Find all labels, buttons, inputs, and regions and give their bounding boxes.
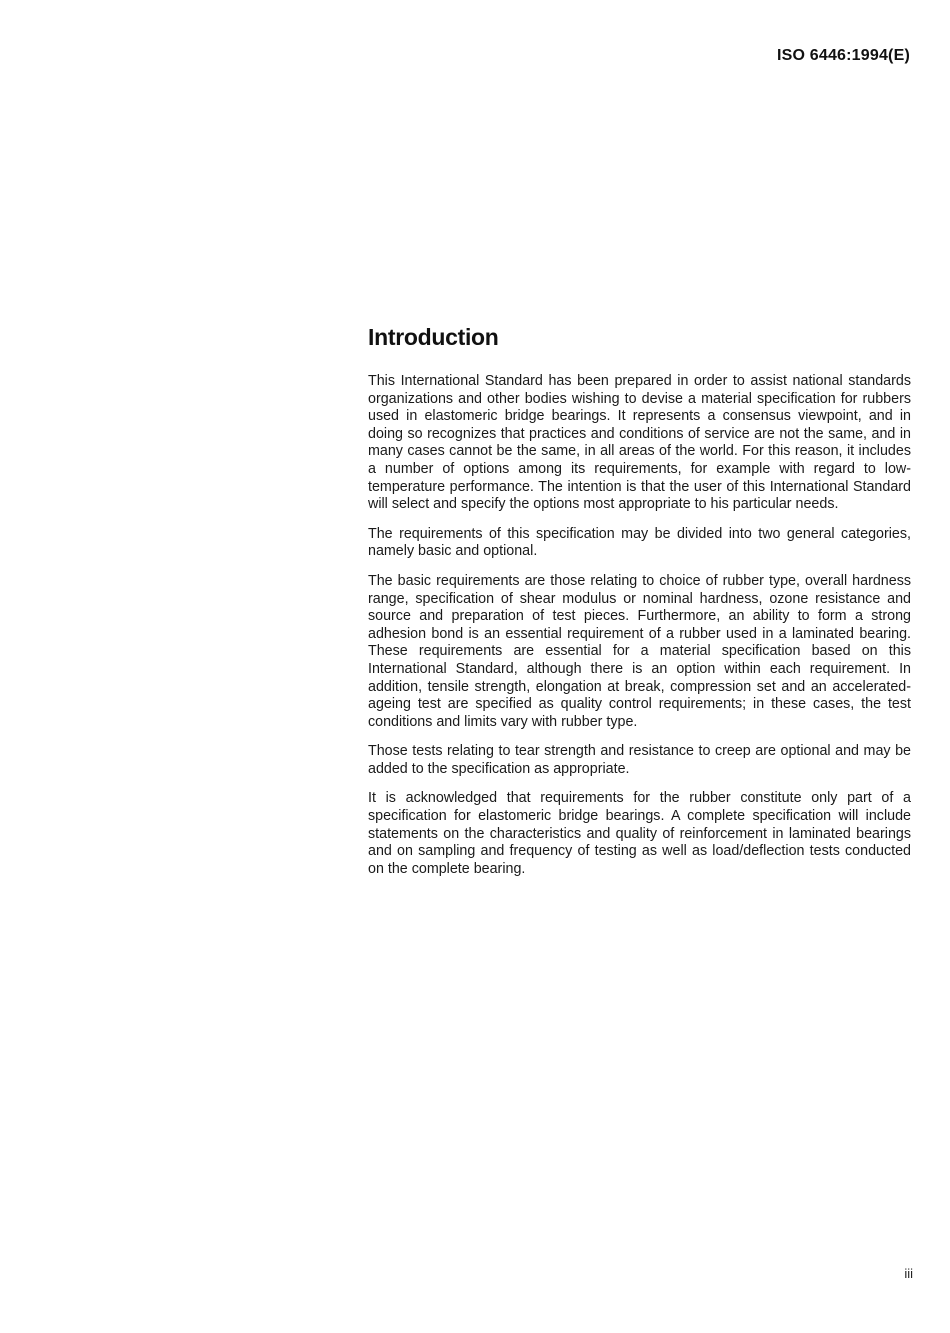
- section-title: Introduction: [368, 324, 499, 350]
- standard-id-header: ISO 6446:1994(E): [776, 47, 910, 64]
- paragraph: Those tests relating to tear strength and resistance to creep are optional and may be added to the specification as appropriate.: [368, 743, 911, 777]
- introduction-section: [368, 324, 911, 890]
- paragraph: The basic requirements are those relating to choice of rubber type, overall hardness range, specification of shear modulus or nominal hardness, ozone resistance and source and preparation of test pieces. Furthermore, an ability to form a strong adhesion bond is an essential requirement of a rubber used in a laminated bearing. These requirements are essential for a material specification based on this International Standard, although there is an option within each requirement. In addition, tensile strength, elongation at break, compression set and an accelerated-ageing test are specified as quality control requirements; in these cases, the test conditions and limits vary with rubber type.: [368, 572, 911, 730]
- paragraph: It is acknowledged that requirements for the rubber constitute only part of a specification for elastomeric bridge bearings. A complete specification will include statements on the characteristics and quality of reinforcement in laminated bearings and on sampling and frequency of testing as well as load/deflection tests conducted on the complete bearing.: [368, 790, 911, 877]
- page-number: iii: [904, 1266, 913, 1281]
- paragraph: This International Standard has been prepared in order to assist national standards organizations and other bodies wishing to devise a material specification for rubbers used in elastomeric bridge bearings. It represents a consensus viewpoint, and in doing so recognizes that practices and conditions of service are not the same, and in many cases cannot be the same, in all areas of the world. For this reason, it includes a number of options among its requirements, for example with regard to low-temperature performance. The intention is that the user of this International Standard will select and specify the options most appropriate to his particular needs.: [368, 373, 911, 513]
- paragraph: The requirements of this specification may be divided into two general categories, namely basic and optional.: [368, 525, 911, 560]
